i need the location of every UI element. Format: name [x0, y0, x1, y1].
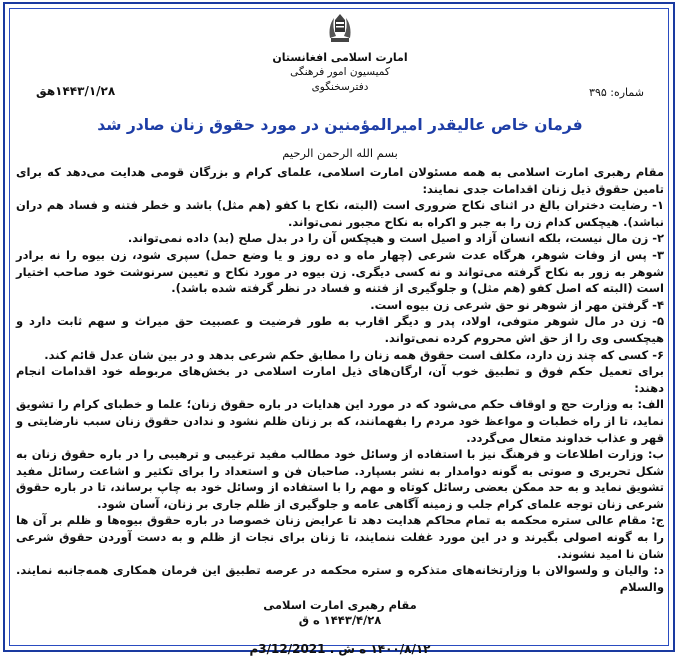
paragraph-intro: مقام رهبری امارت اسلامی به همه مسئولان امارت اسلامی، علمای کرام و بزرگان قومی هدایت می‌دهد که برای تامین حقوق ذیل زنان اقدامات جدی نمایند: [16, 165, 664, 196]
paragraph-item-4: ۴- گرفتن مهر از شوهر نو حق شرعی زن بیوه است. [370, 297, 664, 312]
paragraph-item-2: ۲- زن مال نیست، بلکه انسان آزاد و اصیل است و هیچکس آن را در بدل صلح (بد) داده نمی‌تواند. [127, 231, 664, 246]
organization-block [220, 50, 460, 95]
paragraph-be: ب: وزارت اطلاعات و فرهنگ نیز با استفاده از وسائل خود مطالب مفید ترغیبی و ترهیبی را در باره حقوق زنان به شکل تحریری و صوتی به گونه دوامدار به نشر بسپارد. صاحبان فن و استعداد را برای تکثیر و اشاعت رسائل مفید تشویق نماید و به حد ممکن بعضی رسائل کوتاه و مهم را با استفاده از وسائل خود به چاپ برساند، تا در باره حقوق شرعی زنان توجه علمای کرام جلب و زمینه آگاهی عامه و جلوگیری از ظلم جاری بر زنان، آسان شود. [16, 447, 664, 511]
document-date: ۱۴۴۳/۱/۲۸هق [36, 84, 116, 98]
document-body [16, 164, 664, 595]
basmala: بسم الله الرحمن الرحیم [282, 146, 398, 160]
paragraph-implementation: برای تعمیل حکم فوق و تطبیق خوب آن، ارگان‌های ذیل امارت اسلامی در بخش‌های مربوطه خود اقدامات انجام دهند: [16, 364, 664, 395]
document-title: فرمان خاص عالیقدر امیرالمؤمنین در مورد حقوق زنان صادر شد [97, 116, 583, 134]
paragraph-item-3: ۳- پس از وفات شوهر، هرگاه عدت شرعی (چهار ماه و ده روز و یا وضع حمل) سپری شود، زن بیوه را نه برادر شوهر به زور به نکاح گرفته می‌تواند و نه کسی دیگری. زن بیوه در مورد نکاح و تعیین سرنوشت خود صاحب اختیار است (البته که اصل کفو (هم مثل) و جلوگیری از فتنه و فساد در نظر گرفته شده باشد). [16, 247, 664, 296]
signature-authority: مقام رهبری امارت اسلامی [263, 598, 417, 612]
org-name: امارت اسلامی افغانستان [272, 51, 408, 64]
paragraph-item-6: ۶- کسی که چند زن دارد، مکلف است حقوق همه زنان را مطابق حکم شرعی بدهد و در بین شان عدل قائم کند. [44, 347, 664, 362]
signature-block [0, 598, 680, 657]
commission-name: کمیسیون امور فرهنگی [290, 66, 390, 78]
paragraph-dal: د: والیان و ولسوالان با وزارتخانه‌های متذکره و ستره محکمه در عرصه تطبیق این فرمان همکاری همه‌جانبه نمایند. والسلام [16, 563, 664, 594]
signature-full-date: ۱۴۰۰/۸/۱۲ ه ش . 3/12/2021م [249, 642, 431, 656]
paragraph-alef: الف: به وزارت حج و اوقاف حکم می‌شود که در مورد این هدایات در باره حقوق زنان؛ علما و خطبای کرام را تشویق نماید، تا از راه خطبات و مواعظ خود مردم را بفهمانند، که بر زنان ظلم نشود و ندادن حقوق زنان سبب نارضایتی و قهر و عذاب خداوند متعال می‌گردد. [16, 397, 664, 445]
paragraph-jim: ج: مقام عالی ستره محکمه به تمام محاکم هدایت دهد تا عرایض زنان خصوصا در باره حقوق بیوه‌ها و ظلم بر آن ها را به گونه اصولی بگیرند و در این مورد غفلت ننمایند، تا زنان برای نجات از ظلم و به دست آوردن حقوق شرعی شان نا امید نشوند. [16, 513, 664, 561]
office-name: دفترسخنگوی [311, 81, 369, 93]
signature-hijri-date: ۱۴۴۳/۴/۲۸ ه ق [298, 613, 382, 627]
document-number: شماره: ۳۹۵ [589, 86, 644, 99]
paragraph-item-5: ۵- زن در مال شوهر متوفی، اولاد، پدر و دیگر اقارب به طور فرضیت و عصبیت حق میراث و سهم ثابت دارد و هیچکسی وی را از حق اش محروم کرده نمی‌تواند. [16, 314, 664, 345]
paragraph-item-1: ۱- رضایت دختران بالغ در اثنای نکاح ضروری است (البته، نکاح با کفو (هم مثل) باشد و خطر فتنه و فساد هم دران نباشد). هیچکس کدام زن را به جبر و اکراه به نکاح مجبور نمی‌تواند. [16, 198, 664, 229]
letterhead [0, 6, 680, 98]
islamic-emirate-emblem-icon [324, 8, 356, 48]
